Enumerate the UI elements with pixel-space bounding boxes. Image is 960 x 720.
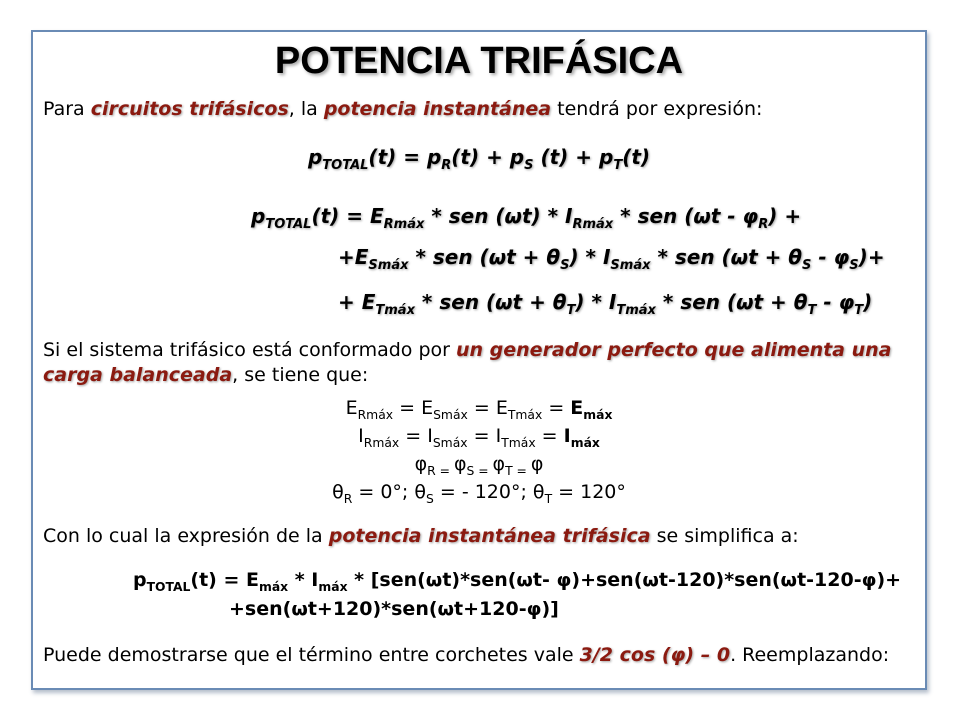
highlight-circuitos: circuitos trifásicos (90, 98, 289, 120)
equation-expanded-line-2: $+E_{Smáx}$ * sen $(\omega t + \theta_S) * I_{Smáx}$ * sen $(\omega t + \theta_S - \varphi_S)+$ (338, 245, 885, 273)
condition-theta: $\theta_R = 0^\circ$; $\theta_S$ = - 120°; $\theta_T = 120^\circ$ (332, 481, 626, 506)
simplify-paragraph: Con lo cual la expresión de la potencia instantánea trifásica se simplifica a: (43, 525, 799, 547)
intro-text: Para (43, 98, 91, 120)
condition-phase-angle: $\varphi_{R =}$ $\varphi_{S =}$ $\varphi_{T =}$ φ (414, 453, 544, 478)
equation-total-power: $p_{TOTAL}(t) = p_R(t) + p_S$ $(t) + p_T(t)$ (307, 145, 651, 173)
intro-text: , la (288, 98, 324, 120)
equation-expanded-line-3: + $E_{Tmáx}$ * sen $(\omega t + \theta_T) * I_{Tmáx}$ * sen $(\omega t + \theta_T - \varphi_T)$ (338, 290, 873, 318)
system-paragraph-line-2: carga balanceada, se tiene que: (43, 364, 369, 386)
slide-frame (31, 30, 927, 690)
highlight-carga: carga balanceada (43, 364, 233, 386)
condition-voltage: $E_{Rmáx} = E_{Smáx} = E_{Tmáx} = E_{máx}$ (345, 397, 613, 422)
condition-current: $I_{Rmáx} = I_{Smáx} = I_{Tmáx} = I_{máx}$ (358, 425, 600, 450)
equation-expanded-line-1: $p_{TOTAL}(t) = E_{Rmáx}$ * sen $(\omega t) * I_{Rmáx}$ * sen $(\omega t - \varphi_R)$ + (251, 204, 802, 232)
highlight-result: 3/2 cos (φ) – 0 (579, 644, 731, 666)
equation-simplified-line-2: +sen(ωt+120)*sen(ωt+120-φ)] (229, 598, 559, 620)
intro-paragraph (43, 98, 762, 120)
highlight-potencia: potencia instantánea (323, 98, 552, 120)
equation-simplified-line-1: $p_{TOTAL}(t) = E_{máx} * I_{máx} * [sen(\omega t)*sen(\omega t-$ φ)+sen(ωt-120)*sen(ωt-120-φ)+ (133, 569, 902, 594)
intro-text: tendrá por expresión: (551, 98, 763, 120)
final-paragraph: Puede demostrarse que el término entre corchetes vale 3/2 cos (φ) – 0. Reemplazando: (43, 644, 890, 666)
system-paragraph-line-1: Si el sistema trifásico está conformado por un generador perfecto que alimenta una (43, 339, 892, 361)
slide-title: POTENCIA TRIFÁSICA (274, 40, 684, 82)
highlight-potencia-trifasica: potencia instantánea trifásica (328, 525, 651, 547)
highlight-generador: un generador perfecto que alimenta una (456, 339, 892, 361)
